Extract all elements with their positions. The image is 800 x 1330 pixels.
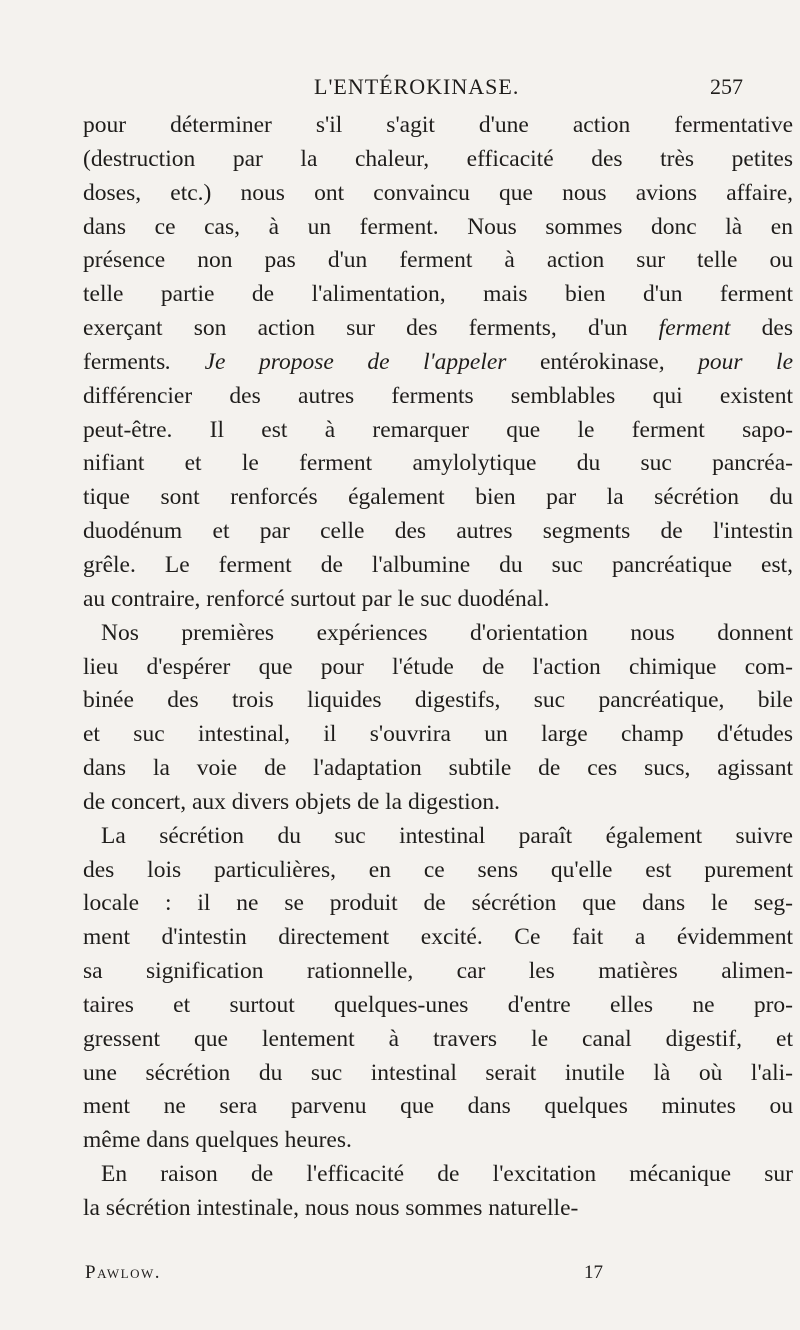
text-run: peut-être. Il est à remarquer que le ferment sapo- — [83, 416, 793, 443]
page-number: 257 — [710, 74, 743, 99]
text-run: présence non pas d'un ferment à action sur telle ou — [83, 247, 793, 274]
text-line — [83, 854, 793, 888]
text-line — [83, 244, 793, 278]
text-run: binée des trois liquides digestifs, suc pancréatique, bile — [83, 687, 793, 714]
text-line — [83, 887, 793, 921]
page-footer — [0, 1262, 800, 1292]
text-run: tique sont renforcés également bien par la sécrétion du — [83, 484, 793, 511]
text-line — [83, 1124, 793, 1158]
text-run: sa signification rationnelle, car les matières alimen- — [83, 958, 793, 985]
text-line — [83, 752, 793, 786]
text-line — [83, 549, 793, 583]
signature-mark: Pawlow. — [85, 1262, 162, 1283]
italic-term: , pour le — [658, 348, 793, 375]
running-title: L'ENTÉROKINASE. — [314, 74, 520, 99]
text-run: lieu d'espérer que pour l'étude de l'action chimique com- — [83, 653, 793, 680]
text-line — [83, 515, 793, 549]
text-line — [83, 143, 793, 177]
text-run: ment ne sera parvenu que dans quelques minutes ou — [83, 1093, 793, 1120]
text-line — [83, 1158, 793, 1192]
text-line — [83, 312, 793, 346]
text-line — [83, 718, 793, 752]
text-run: de concert, aux divers objets de la digestion. — [83, 788, 500, 815]
text-run: différencier des autres ferments semblables qui existent — [83, 382, 793, 409]
text-line — [83, 955, 793, 989]
text-line — [83, 1023, 793, 1057]
text-line — [83, 211, 793, 245]
text-line — [83, 651, 793, 685]
text-line — [83, 1090, 793, 1124]
text-run: une sécrétion du suc intestinal serait inutile là où l'ali- — [83, 1059, 793, 1086]
text-line — [83, 346, 793, 380]
text-run: gressent que lentement à travers le canal digestif, et — [83, 1025, 793, 1052]
body-text — [83, 109, 793, 1226]
text-run: dans la voie de l'adaptation subtile de ces sucs, agissant — [83, 755, 793, 782]
text-run: ferments — [83, 348, 166, 375]
text-run: (destruction par la chaleur, efficacité des très petites — [83, 145, 793, 172]
text-line — [83, 583, 793, 617]
text-run: taires et surtout quelques-unes d'entre elles ne pro- — [83, 991, 793, 1018]
text-run: des — [730, 315, 793, 342]
text-line — [83, 481, 793, 515]
text-line — [83, 617, 793, 651]
sheet-number: 17 — [584, 1262, 603, 1283]
text-run: même dans quelques heures. — [83, 1127, 352, 1154]
text-run: La sécrétion du suc intestinal paraît également suivre — [101, 822, 793, 849]
text-run: telle partie de l'alimentation, mais bien d'un ferment — [83, 281, 793, 308]
text-run: au contraire, renforcé surtout par le suc duodénal. — [83, 585, 550, 612]
text-run: des lois particulières, en ce sens qu'elle est purement — [83, 856, 793, 883]
italic-term: ferment — [658, 315, 731, 342]
text-line — [83, 684, 793, 718]
text-line — [83, 989, 793, 1023]
text-run: dans ce cas, à un ferment. Nous sommes donc là en — [83, 213, 793, 240]
italic-term: . Je propose de l'appeler — [165, 348, 540, 375]
text-line — [83, 177, 793, 211]
text-run: duodénum et par celle des autres segments de l'intestin — [83, 518, 793, 545]
text-run: En raison de l'efficacité de l'excitation mécanique sur — [101, 1161, 793, 1188]
text-line — [83, 414, 793, 448]
text-run: locale : il ne se produit de sécrétion que dans le seg- — [83, 890, 793, 917]
text-run: entérokinase — [539, 348, 659, 375]
running-head — [0, 74, 800, 104]
text-run: nifiant et le ferment amylolytique du suc pancréa- — [83, 450, 793, 477]
text-line — [83, 109, 793, 143]
text-run: exerçant son action sur des ferments, d'un — [83, 315, 659, 342]
text-line — [83, 921, 793, 955]
text-run: Nos premières expériences d'orientation nous donnent — [101, 619, 793, 646]
text-run: pour déterminer s'il s'agit d'une action fermentative — [83, 112, 793, 138]
text-run: la sécrétion intestinale, nous nous sommes naturelle- — [83, 1195, 579, 1221]
text-line — [83, 278, 793, 312]
text-line — [83, 786, 793, 820]
text-line — [83, 1192, 793, 1226]
text-line — [83, 1057, 793, 1091]
text-line — [83, 380, 793, 414]
text-line — [83, 447, 793, 481]
text-run: ment d'intestin directement excité. Ce fait a évidemment — [83, 924, 793, 951]
text-run: et suc intestinal, il s'ouvrira un large champ d'études — [83, 721, 793, 748]
text-run: grêle. Le ferment de l'albumine du suc pancréatique est, — [83, 551, 793, 578]
text-run: doses, etc.) nous ont convaincu que nous avions affaire, — [83, 179, 793, 206]
text-line — [83, 820, 793, 854]
